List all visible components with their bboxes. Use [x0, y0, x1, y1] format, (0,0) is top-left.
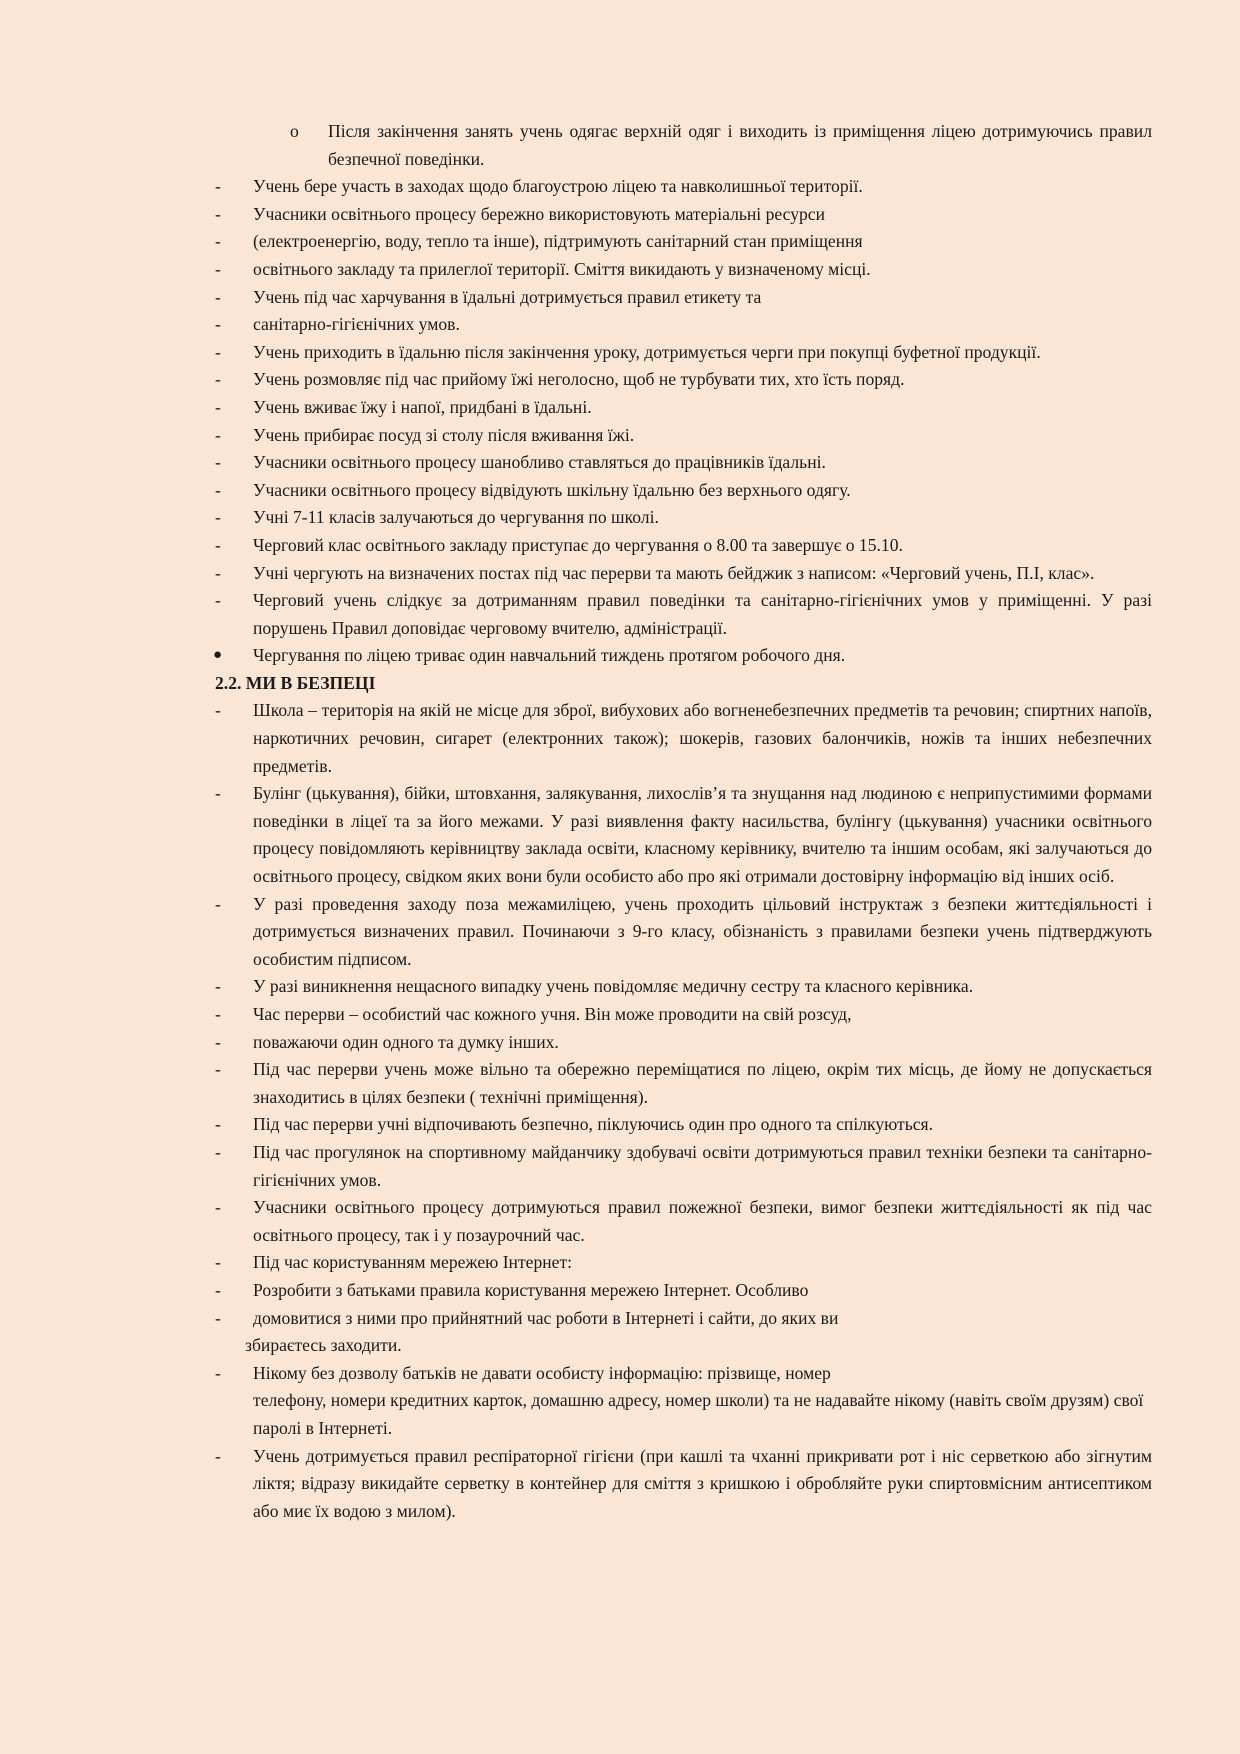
list-item	[215, 201, 1152, 229]
list-marker: -	[215, 783, 221, 804]
list-item	[215, 1249, 1152, 1277]
list-item	[215, 642, 1152, 670]
list-marker: -	[215, 369, 221, 390]
list-item	[215, 422, 1152, 450]
list-item-text: Черговий учень слідкує за дотриманням правил поведінки та санітарно-гігієнічних умов у приміщенні. У разі порушень Правил доповідає черговому вчителю, адміністрації.	[253, 590, 1152, 638]
list-item	[215, 118, 1152, 173]
list-item-text: Час перерви – особистий час кожного учня. Він може проводити на свій розсуд,	[253, 1004, 852, 1024]
list-marker: -	[215, 258, 221, 279]
list-item-text: Під час перерви учень може вільно та обережно переміщатися по ліцею, окрім тих місць, де йому не допускається знаходитись в цілях безпеки ( технічні приміщення).	[253, 1059, 1152, 1107]
list-marker: -	[215, 1279, 221, 1300]
list-marker: -	[215, 1252, 221, 1273]
list-marker: -	[215, 1445, 221, 1466]
list-item-text: Учасники освітнього процесу дотримуються правил пожежної безпеки, вимог безпеки життєдіяльності як під час освітнього процесу, так і у позаурочний час.	[253, 1197, 1152, 1245]
list-item-text: Учень приходить в їдальню після закінчення уроку, дотримується черги при покупці буфетної продукції.	[253, 341, 1041, 362]
list-item-text: домовитися з ними про прийнятний час роботи в Інтернеті і сайти, до яких ви	[253, 1307, 839, 1328]
list-item	[215, 891, 1152, 974]
list-item-text: Учень розмовляє під час прийому їжі неголосно, щоб не турбувати тих, хто їсть поряд.	[253, 369, 905, 390]
list-item-text: (електроенергію, воду, тепло та інше), підтримують санітарний стан приміщення	[253, 231, 863, 252]
list-item	[215, 697, 1152, 780]
list-item	[215, 504, 1152, 532]
list-item-text: Нікому без дозволу батьків не давати особисту інформацію: прізвище, номер	[253, 1362, 831, 1383]
list-item	[215, 477, 1152, 505]
list-item	[215, 449, 1152, 477]
list-section-1	[215, 118, 1152, 670]
list-marker: -	[215, 700, 221, 721]
list-marker: -	[215, 1141, 221, 1162]
list-item-text: Учні чергують на визначених постах під час перерви та мають бейджик з написом: «Черговий учень, П.І, клас».	[253, 562, 1095, 583]
list-item-text: Учень бере участь в заходах щодо благоустрою ліцею та навколишньої території.	[253, 176, 863, 197]
list-item	[215, 1305, 1152, 1333]
list-marker: -	[215, 452, 221, 473]
list-marker: -	[215, 590, 221, 611]
list-item-text: Розробити з батьками правила користування мережею Інтернет. Особливо	[253, 1279, 809, 1300]
list-item	[215, 228, 1152, 256]
list-marker: -	[215, 562, 221, 583]
list-item-text: Під час прогулянок на спортивному майданчику здобувачі освіти дотримуються правил техніки безпеки та санітарно-гігієнічних умов.	[253, 1141, 1152, 1190]
list-item-text: Учень під час харчування в їдальні дотримується правил етикету та	[253, 286, 762, 307]
list-section-2	[215, 697, 1152, 1332]
list-item-text: Учні 7-11 класів залучаються до чергування по школі.	[253, 507, 659, 528]
list-section-3	[215, 1360, 1152, 1388]
list-item	[215, 339, 1152, 367]
list-marker: -	[215, 176, 221, 197]
list-item	[215, 1001, 1152, 1029]
list-item	[215, 1139, 1152, 1194]
list-item-text: Булінг (цькування), бійки, штовхання, залякування, лихослів’я та знущання над людиною є неприпустимими формами поведінки в ліцеї та за його межами. У разі виявлення факту насильства, булінгу (цькування) учасники освітнього процесу повідомляють керівництву заклада освіти, класному керівнику, вчителю та іншим особам, які залучаються до освітнього процесу, свідком яких вони були особисто або про які отримали достовірну інформацію від інших осіб.	[253, 783, 1152, 887]
list-item	[215, 560, 1152, 588]
list-item-text: Школа – територія на якій не місце для зброї, вибухових або вогненебезпечних предметів та речовин; спиртних напоїв, наркотичних речовин, сигарет (електронних також); шокерів, газових балончиків, ножів та інших небезпечних предметів.	[253, 700, 1152, 776]
list-marker: -	[215, 893, 221, 914]
list-item	[215, 587, 1152, 642]
list-item-text: У разі проведення заходу поза межамиліцею, учень проходить цільовий інструктаж з безпеки життєдіяльності і дотримується визначених правил. Починаючи з 9-го класу, обізнаність з правилами безпеки учень підтверджують особистим підписом.	[253, 893, 1152, 969]
list-item-text: Учасники освітнього процесу шанобливо ставляться до працівників їдальні.	[253, 452, 826, 473]
list-item	[215, 1056, 1152, 1111]
list-item	[215, 284, 1152, 312]
list-item	[215, 256, 1152, 284]
list-marker: -	[215, 1059, 221, 1080]
list-item-text: Учень прибирає посуд зі столу після вживання їжі.	[253, 424, 635, 445]
list-item-text: У разі виникнення нещасного випадку учень повідомляє медичну сестру та класного керівника.	[253, 976, 974, 997]
list-item	[215, 973, 1152, 1001]
list-marker: -	[215, 479, 221, 500]
list-item	[215, 532, 1152, 560]
list-item-text: Учасники освітнього процесу бережно використовують матеріальні ресурси	[253, 203, 826, 224]
list-marker: -	[215, 314, 221, 335]
list-marker: -	[215, 976, 221, 997]
list-item-text: Учень дотримується правил респіраторної гігієни (при кашлі та чханні прикривати рот і ніс серветкою або зігнутим ліктя; відразу викидайте серветку в контейнер для сміття з кришкою і обробляйте руки спиртовмісним антисептиком або миє їх водою з милом).	[253, 1445, 1152, 1521]
list-marker: -	[215, 507, 221, 528]
list-marker: -	[215, 396, 221, 417]
list-marker: -	[215, 1004, 221, 1024]
list-section-4	[215, 1443, 1152, 1526]
list-marker: -	[215, 231, 221, 252]
list-item	[215, 1029, 1152, 1057]
continuation-line: збираєтесь заходити.	[245, 1335, 402, 1356]
list-item-text: поважаючи один одного та думку інших.	[253, 1031, 559, 1052]
list-item	[215, 1360, 1152, 1388]
list-marker: ●	[213, 647, 223, 664]
list-item-text: Під час користуванням мережею Інтернет:	[253, 1252, 573, 1273]
list-item-text: освітнього закладу та прилеглої території. Сміття викидають у визначеному місці.	[253, 258, 871, 279]
list-item	[215, 1443, 1152, 1526]
list-item-text: Учень вживає їжу і напої, придбані в їдальні.	[253, 396, 592, 417]
list-marker: -	[215, 203, 221, 224]
list-item-text: Черговий клас освітнього закладу приступає до чергування о 8.00 та завершує о 15.10.	[253, 534, 903, 555]
list-item	[215, 311, 1152, 339]
list-item-text: Після закінчення занять учень одягає верхній одяг і виходить із приміщення ліцею дотримуючись правил безпечної поведінки.	[328, 121, 1152, 169]
list-marker: -	[215, 534, 221, 555]
list-item	[215, 173, 1152, 201]
list-item	[215, 1111, 1152, 1139]
list-item-text: Під час перерви учні відпочивають безпечно, піклуючись один про одного та спілкуються.	[253, 1114, 934, 1135]
list-item	[215, 366, 1152, 394]
section-heading: 2.2. МИ В БЕЗПЕЦІ	[215, 672, 376, 693]
list-marker: -	[215, 424, 221, 445]
list-item	[215, 780, 1152, 890]
list-marker: -	[215, 1307, 221, 1328]
list-item-text: Чергування по ліцею триває один навчальний тиждень протягом робочого дня.	[253, 645, 846, 666]
list-marker: -	[215, 1031, 221, 1052]
list-item-text: санітарно-гігієнічних умов.	[253, 314, 460, 335]
list-marker: -	[215, 286, 221, 307]
list-marker: -	[215, 1197, 221, 1218]
list-marker: -	[215, 341, 221, 362]
continuation-paragraph: телефону, номери кредитних карток, домашню адресу, номер школи) та не надавайте нікому (навіть своїм друзям) свої паролі в Інтернеті.	[253, 1390, 1144, 1438]
list-item	[215, 1194, 1152, 1249]
list-marker: -	[215, 1362, 221, 1383]
list-item-text: Учасники освітнього процесу відвідують шкільну їдальню без верхнього одягу.	[253, 479, 851, 500]
list-item	[215, 1277, 1152, 1305]
list-marker: o	[290, 121, 299, 141]
list-marker: -	[215, 1114, 221, 1135]
list-item	[215, 394, 1152, 422]
